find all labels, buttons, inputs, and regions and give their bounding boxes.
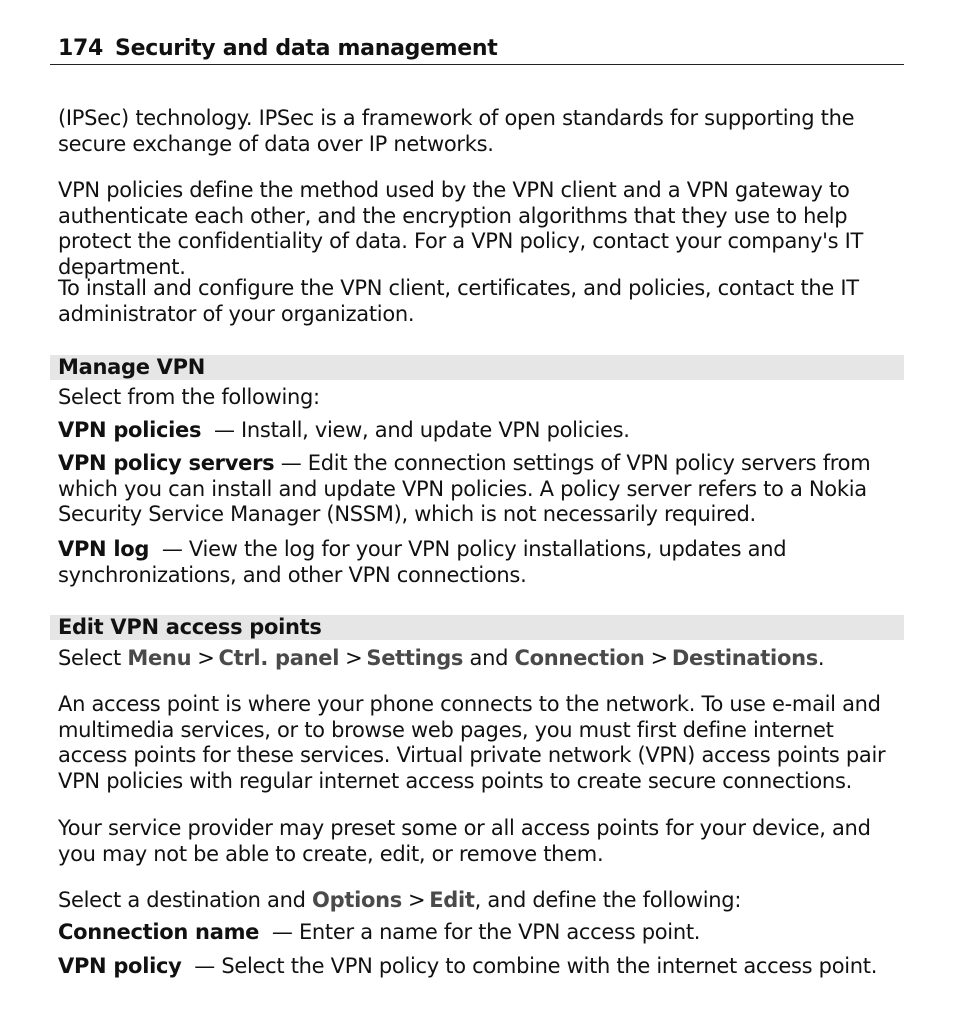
menu-path-menu: Menu	[127, 646, 192, 670]
definition-term: Connection name	[58, 920, 260, 944]
definition-desc: — Edit the connection settings of VPN policy servers from which you can install and update VPN policies. A policy server refers to a Nokia Security Service Manager (NSSM), which is not necessarily required.	[58, 451, 871, 526]
definition-item	[58, 418, 904, 444]
definition-term: VPN policies	[58, 418, 202, 442]
intro-paragraph-1: (IPSec) technology. IPSec is a framework of open standards for supporting the secure exchange of data over IP networks.	[58, 106, 855, 156]
page-header	[50, 36, 904, 65]
definition-term: VPN policy	[58, 954, 182, 978]
menu-path-edit: Edit	[429, 888, 475, 912]
definition-item	[58, 920, 904, 946]
edit-vpn-paragraph-1: An access point is where your phone connects to the network. To use e-mail and multimedia services, or to browse web pages, you must first define internet access points for these services. Virtual private network (VPN) access points pair VPN policies with regular internet access points to create secure connections.	[58, 692, 886, 793]
section-heading-manage-vpn: Manage VPN	[50, 355, 904, 380]
definition-desc: — Enter a name for the VPN access point.	[271, 920, 701, 944]
definition-item	[58, 451, 904, 528]
menu-path-destinations: Destinations	[671, 646, 818, 670]
definition-item	[58, 537, 904, 588]
definition-term: VPN policy servers	[58, 451, 275, 475]
menu-path-connection: Connection	[514, 646, 645, 670]
definition-desc: — View the log for your VPN policy installations, updates and synchronizations, and other VPN connections.	[58, 537, 787, 587]
section-heading-edit-vpn: Edit VPN access points	[50, 615, 904, 640]
definition-term: VPN log	[58, 537, 150, 561]
definition-desc: — Install, view, and update VPN policies.	[213, 418, 630, 442]
select-destination-line: Select a destination and Options > Edit, and define the following:	[58, 888, 742, 912]
menu-path-options: Options	[312, 888, 402, 912]
definition-desc: — Select the VPN policy to combine with the internet access point.	[194, 954, 878, 978]
intro-paragraph-3: To install and configure the VPN client, certificates, and policies, contact the IT administrator of your organization.	[58, 276, 859, 326]
intro-paragraph-2: VPN policies define the method used by the VPN client and a VPN gateway to authenticate each other, and the encryption algorithms that they use to help protect the confidentiality of data. For a VPN policy, contact your company's IT department.	[58, 178, 864, 279]
menu-path: Select Menu > Ctrl. panel > Settings and Connection > Destinations.	[58, 646, 825, 670]
menu-path-ctrl-panel: Ctrl. panel	[218, 646, 340, 670]
edit-vpn-paragraph-2: Your service provider may preset some or all access points for your device, and you may not be able to create, edit, or remove them.	[58, 816, 871, 866]
menu-path-settings: Settings	[366, 646, 464, 670]
page-number: 174	[58, 36, 104, 61]
page-title: Security and data management	[115, 36, 498, 61]
definition-item	[58, 954, 904, 980]
manage-vpn-lead: Select from the following:	[58, 385, 320, 409]
